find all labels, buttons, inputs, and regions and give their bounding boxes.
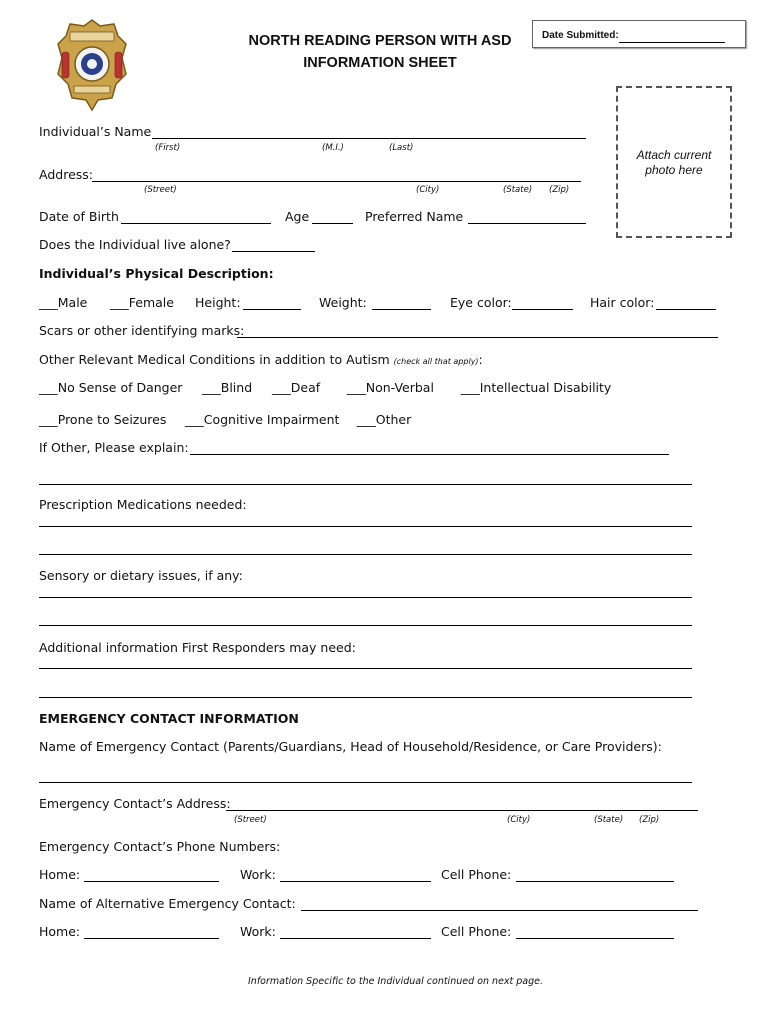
preferred-name-field[interactable] — [468, 223, 586, 224]
eye-color-label: Eye color: — [450, 295, 512, 310]
work-phone-field[interactable] — [280, 881, 431, 882]
male-option[interactable]: ___Male — [39, 295, 88, 310]
dob-label: Date of Birth — [39, 209, 119, 224]
em-sub-zip: (Zip) — [639, 815, 660, 825]
sub-state: (State) — [503, 185, 533, 195]
footer-note: Information Specific to the Individual continued on next page. — [248, 976, 543, 987]
sensory-label: Sensory or dietary issues, if any: — [39, 568, 243, 583]
prescriptions-label: Prescription Medications needed: — [39, 497, 247, 512]
option-prone-to-seizures[interactable]: ___Prone to Seizures — [39, 412, 167, 427]
em-sub-street: (Street) — [234, 815, 267, 825]
em-sub-state: (State) — [594, 815, 624, 825]
sensory-field-line2[interactable] — [39, 625, 692, 626]
alt-contact-name-label: Name of Alternative Emergency Contact: — [39, 896, 296, 911]
cell-phone-field[interactable] — [516, 881, 674, 882]
emergency-heading: EMERGENCY CONTACT INFORMATION — [39, 711, 299, 726]
sub-zip: (Zip) — [549, 185, 570, 195]
cell-phone-label: Cell Phone: — [441, 867, 512, 882]
address-field[interactable] — [92, 181, 581, 182]
sub-street: (Street) — [144, 185, 177, 195]
date-submitted-field[interactable] — [619, 42, 725, 43]
female-option[interactable]: ___Female — [110, 295, 174, 310]
hair-color-label: Hair color: — [590, 295, 655, 310]
alt-contact-name-field[interactable] — [301, 910, 698, 911]
eye-color-field[interactable] — [512, 309, 573, 310]
additional-info-field-line2[interactable] — [39, 697, 692, 698]
scars-label: Scars or other identifying marks: — [39, 323, 245, 338]
alt-work-phone-field[interactable] — [280, 938, 431, 939]
form-title-line2: INFORMATION SHEET — [303, 55, 457, 71]
individual-name-label: Individual’s Name — [39, 124, 152, 139]
emergency-address-label: Emergency Contact’s Address: — [39, 796, 231, 811]
option-no-sense-of-danger[interactable]: ___No Sense of Danger — [39, 380, 183, 395]
em-sub-city: (City) — [507, 815, 531, 825]
option-deaf[interactable]: ___Deaf — [272, 380, 321, 395]
weight-label: Weight: — [319, 295, 367, 310]
live-alone-label: Does the Individual live alone? — [39, 237, 231, 252]
preferred-name-label: Preferred Name — [365, 209, 464, 224]
police-badge-logo — [56, 18, 128, 112]
explain-field[interactable] — [190, 454, 669, 455]
sub-first: (First) — [155, 143, 181, 153]
height-label: Height: — [195, 295, 241, 310]
home-phone-label: Home: — [39, 867, 81, 882]
physical-heading: Individual’s Physical Description: — [39, 266, 274, 281]
additional-info-label: Additional information First Responders may need: — [39, 640, 356, 655]
form-title-line1: NORTH READING PERSON WITH ASD — [248, 33, 512, 49]
sub-last: (Last) — [389, 143, 414, 153]
conditions-colon: : — [478, 352, 483, 367]
check-all-note: (check all that apply) — [393, 357, 479, 366]
address-label: Address: — [39, 167, 93, 182]
date-submitted-box — [532, 20, 746, 48]
alt-cell-phone-field[interactable] — [516, 938, 674, 939]
height-field[interactable] — [243, 309, 301, 310]
alt-cell-phone-label: Cell Phone: — [441, 924, 512, 939]
weight-field[interactable] — [372, 309, 431, 310]
option-intellectual-disability[interactable]: ___Intellectual Disability — [461, 380, 612, 395]
scars-field[interactable] — [237, 337, 718, 338]
age-label: Age — [285, 209, 310, 224]
age-field[interactable] — [312, 223, 353, 224]
photo-attach-box — [616, 86, 732, 238]
sub-city: (City) — [416, 185, 440, 195]
emergency-contact-name-label: Name of Emergency Contact (Parents/Guardians, Head of Household/Residence, or Care Providers): — [39, 739, 662, 754]
sensory-field-line1[interactable] — [39, 597, 692, 598]
photo-attach-text: Attach current photo here — [636, 148, 712, 177]
explain-label: If Other, Please explain: — [39, 440, 189, 455]
live-alone-field[interactable] — [232, 251, 315, 252]
emergency-phones-label: Emergency Contact’s Phone Numbers: — [39, 839, 281, 854]
option-blind[interactable]: ___Blind — [202, 380, 253, 395]
home-phone-field[interactable] — [84, 881, 219, 882]
individual-name-field[interactable] — [152, 138, 586, 139]
medical-conditions-label — [39, 352, 483, 367]
emergency-contact-name-field[interactable] — [39, 782, 692, 783]
hair-color-field[interactable] — [656, 309, 716, 310]
option-non-verbal[interactable]: ___Non-Verbal — [347, 380, 434, 395]
sub-mi: (M.I.) — [322, 143, 344, 153]
alt-home-phone-label: Home: — [39, 924, 81, 939]
option-other[interactable]: ___Other — [357, 412, 412, 427]
explain-field-line2[interactable] — [39, 484, 692, 485]
alt-home-phone-field[interactable] — [84, 938, 219, 939]
date-submitted-label: Date Submitted: — [542, 30, 619, 41]
emergency-address-field[interactable] — [226, 810, 698, 811]
option-cognitive-impairment[interactable]: ___Cognitive Impairment — [185, 412, 340, 427]
dob-field[interactable] — [121, 223, 271, 224]
work-phone-label: Work: — [240, 867, 276, 882]
medical-conditions-text: Other Relevant Medical Conditions in addition to Autism — [39, 352, 390, 367]
additional-info-field-line1[interactable] — [39, 668, 692, 669]
prescriptions-field-line1[interactable] — [39, 526, 692, 527]
prescriptions-field-line2[interactable] — [39, 554, 692, 555]
alt-work-phone-label: Work: — [240, 924, 276, 939]
